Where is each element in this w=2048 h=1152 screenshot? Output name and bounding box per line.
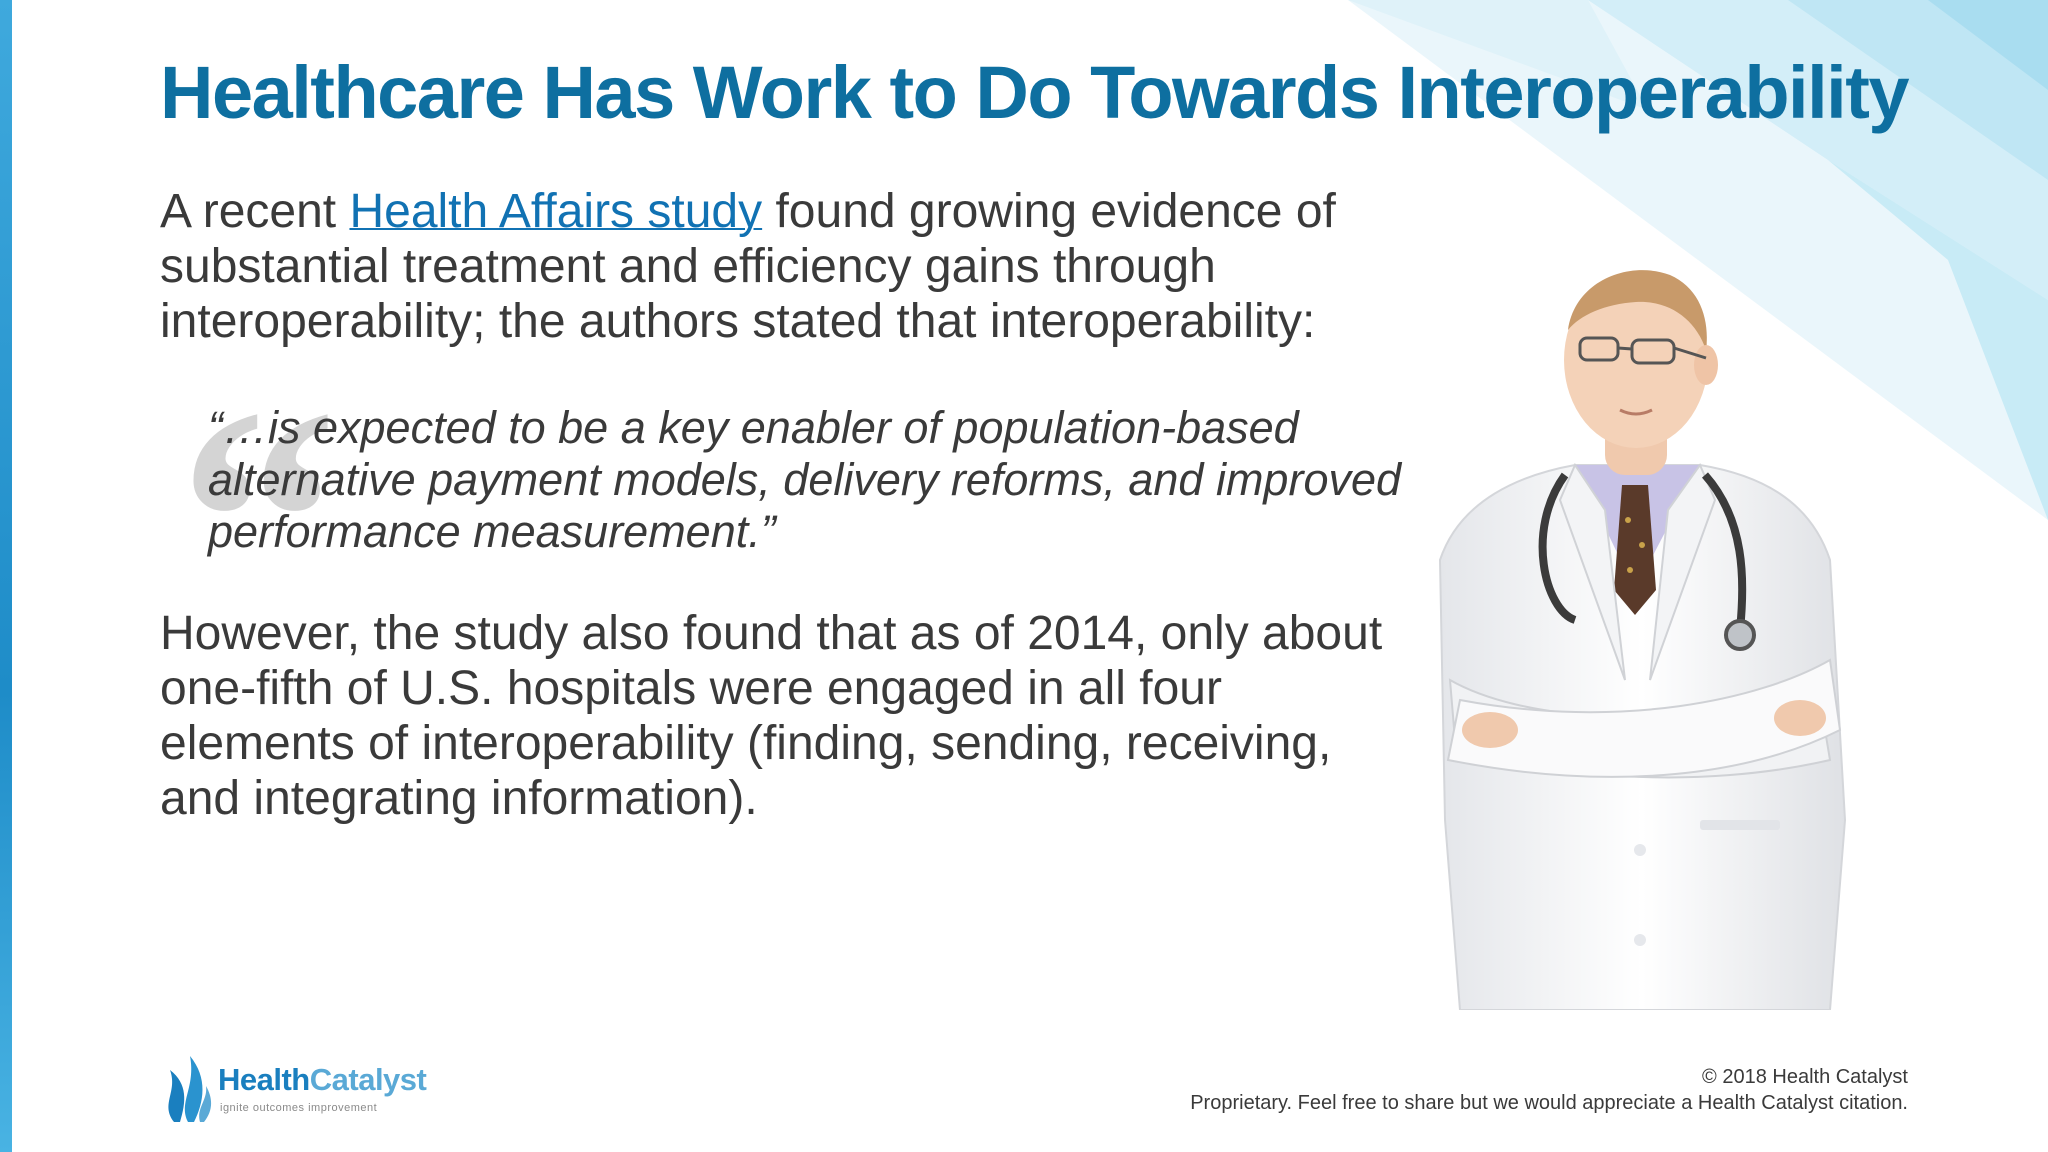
intro-paragraph bbox=[160, 184, 1460, 349]
health-catalyst-logo bbox=[160, 1052, 480, 1122]
logo-tagline: ignite outcomes improvement bbox=[220, 1102, 378, 1114]
footer-notice: Proprietary. Feel free to share but we would appreciate a Health Catalyst citation. bbox=[1190, 1092, 1908, 1114]
flame-logo-icon bbox=[160, 1052, 212, 1124]
logo-wordmark bbox=[218, 1062, 426, 1098]
footer bbox=[1190, 1064, 1908, 1116]
slide-title: Healthcare Has Work to Do Towards Interoperability bbox=[160, 51, 1909, 134]
conclusion-paragraph: However, the study also found that as of 2014, only about one-fifth of U.S. hospitals were engaged in all four elements of interoperability (finding, sending, receiving, and integrating information). bbox=[160, 607, 1383, 825]
intro-text-before-link: A recent bbox=[160, 185, 350, 238]
left-accent-bar bbox=[0, 0, 12, 1152]
logo-name-part1: Health bbox=[218, 1062, 310, 1097]
health-affairs-study-link[interactable]: Health Affairs study bbox=[349, 185, 763, 238]
doctor-photo bbox=[1400, 260, 1870, 1010]
footer-copyright: © 2018 Health Catalyst bbox=[1702, 1066, 1908, 1088]
intro-text-after-link: found growing evidence of substantial treatment and efficiency gains through interoperability; the authors stated that interoperability: bbox=[160, 185, 1336, 348]
quote-text: “…is expected to be a key enabler of population-based alternative payment models, delivery reforms, and improved performance measurement.” bbox=[208, 402, 1402, 557]
logo-name-part2: Catalyst bbox=[309, 1062, 427, 1097]
quotation-mark-icon: “ bbox=[178, 343, 338, 697]
